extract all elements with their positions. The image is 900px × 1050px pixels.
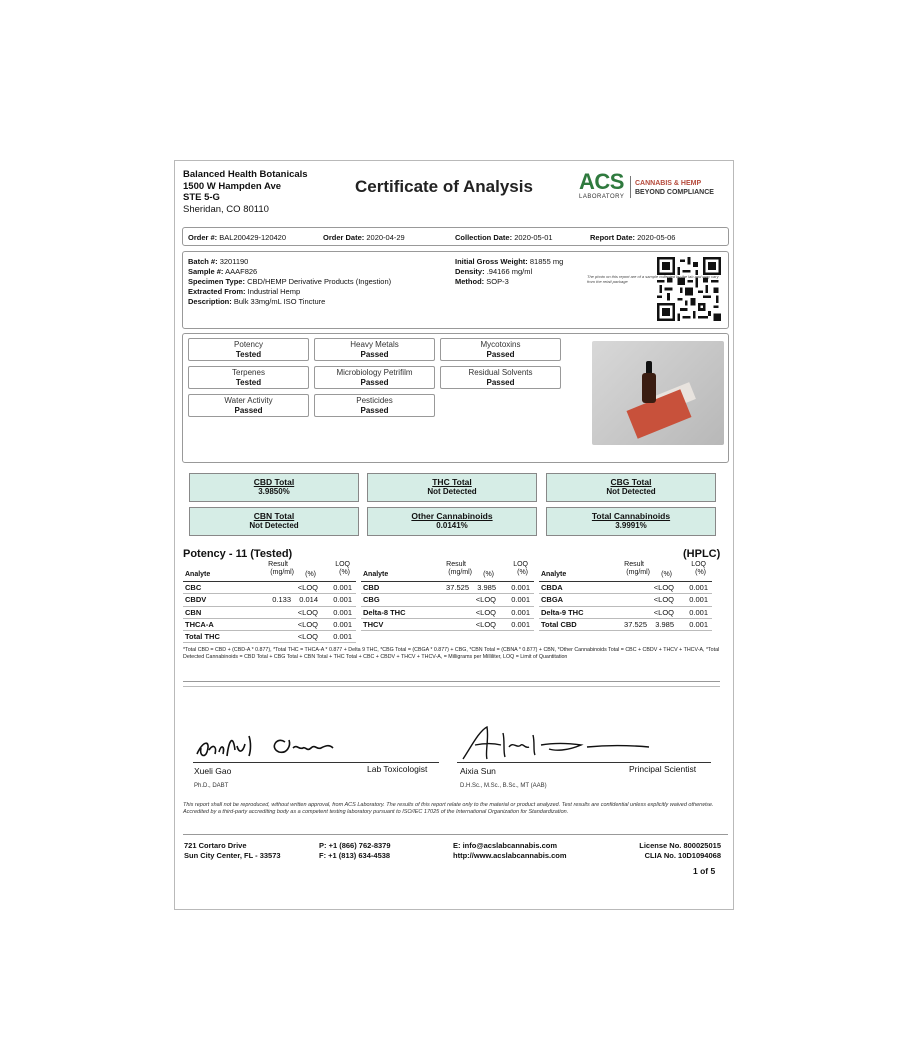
table-row <box>183 607 356 619</box>
analyte-name: Delta-9 THC <box>541 607 584 617</box>
photo-note: The photo on this report are of a sample collected by the lab and may vary from the retail package <box>587 274 719 284</box>
logo-tagline-1: CANNABIS & HEMP <box>635 180 702 187</box>
percent-value: <LOQ <box>475 607 496 617</box>
specimen-type: CBD/HEMP Derivative Products (Ingestion) <box>247 277 392 286</box>
percent-value: <LOQ <box>653 607 674 617</box>
extracted-from: Industrial Hemp <box>247 287 301 296</box>
header-analyte: Analyte <box>363 571 389 578</box>
test-potency: Potency Tested <box>188 338 309 361</box>
logo-divider <box>630 176 631 198</box>
signature-line <box>457 762 711 763</box>
table-row <box>183 631 356 643</box>
percent-value: 0.014 <box>299 595 318 605</box>
percent-value: <LOQ <box>653 583 674 592</box>
percent-value: 3.985 <box>477 583 496 592</box>
product-box <box>626 389 691 439</box>
loq-value: 0.001 <box>333 595 352 605</box>
loq-value: 0.001 <box>511 619 530 629</box>
divider <box>183 681 720 682</box>
signer-1-role: Lab Toxicologist <box>367 764 428 774</box>
header-result-unit: (mg/ml) <box>626 569 650 576</box>
analyte-name: CBGA <box>541 595 564 605</box>
client-address <box>183 169 308 215</box>
percent-value: <LOQ <box>653 595 674 605</box>
header-analyte: Analyte <box>541 571 567 578</box>
page-number: 1 of 5 <box>693 866 716 876</box>
potency-table <box>361 560 534 631</box>
total-cannabinoids-box: Total Cannabinoids 3.9991% <box>546 507 716 536</box>
collection-date: Collection Date: 2020-05-01 <box>455 233 553 242</box>
header-analyte: Analyte <box>185 571 211 578</box>
website-link[interactable]: http://www.acslabcannabis.com <box>453 851 567 860</box>
potency-table <box>539 560 712 631</box>
table-row <box>539 607 712 619</box>
sample-info <box>182 251 729 329</box>
density: .94166 mg/ml <box>486 267 533 276</box>
header-loq: LOQ <box>691 561 706 568</box>
table-row <box>361 619 534 631</box>
test-microbiology: Microbiology Petrifilm Passed <box>314 366 435 389</box>
client-city: Sheridan, CO 80110 <box>183 203 269 215</box>
loq-value: 0.001 <box>511 583 530 592</box>
percent-value: 3.985 <box>655 619 674 629</box>
disclaimer: This report shall not be reproduced, without written approval, from ACS Laboratory. The results of this report relate only to the material or product analyzed. Test results are confidential unless explicitly waived otherwise. Accredited by a third-party accrediting body as a competent testing laboratory pursuant to ISO/IEC 17025 of the International Organization for Standardization. <box>183 802 714 815</box>
lab-phone: P: +1 (866) 762-8379 F: +1 (813) 634-4538 <box>319 841 391 860</box>
analyte-name: Total CBD <box>541 619 577 629</box>
signer-1-credentials: Ph.D., DABT <box>194 783 229 789</box>
tests-panel <box>182 333 729 463</box>
table-row <box>539 582 712 594</box>
order-number: Order #: BAL200429-120420 <box>188 233 287 242</box>
header-result-unit: (mg/ml) <box>448 569 472 576</box>
client-street: 1500 W Hampden Ave <box>183 180 282 192</box>
analyte-name: CBC <box>185 583 202 592</box>
test-terpenes: Terpenes Tested <box>188 366 309 389</box>
result-value: 37.525 <box>446 583 469 592</box>
loq-value: 0.001 <box>333 583 352 592</box>
signature-line <box>193 762 439 763</box>
table-row <box>539 619 712 631</box>
loq-value: 0.001 <box>511 595 530 605</box>
analyte-name: THCA-A <box>185 619 214 629</box>
table-row <box>183 594 356 606</box>
percent-value: <LOQ <box>475 595 496 605</box>
test-heavy-metals: Heavy Metals Passed <box>314 338 435 361</box>
product-photo <box>592 341 724 445</box>
signer-2-credentials: D.H.Sc., M.Sc., B.Sc., MT (AAB) <box>460 783 547 789</box>
other-cannabinoids-box: Other Cannabinoids 0.0141% <box>367 507 537 536</box>
analyte-name: CBDA <box>541 583 563 592</box>
thc-total-box: THC Total Not Detected <box>367 473 537 502</box>
lab-contact[interactable] <box>453 841 567 861</box>
logo-tagline-2: BEYOND COMPLIANCE <box>635 189 714 196</box>
analyte-name: CBG <box>363 595 380 605</box>
loq-value: 0.001 <box>333 619 352 629</box>
test-water-activity: Water Activity Passed <box>188 394 309 417</box>
description: Bulk 33mg/mL ISO Tincture <box>233 297 326 306</box>
page-title: Certificate of Analysis <box>355 177 533 196</box>
header-result: Result <box>624 561 644 568</box>
table-row <box>183 619 356 631</box>
table-header <box>183 560 356 582</box>
result-value: 37.525 <box>624 619 647 629</box>
header-result: Result <box>446 561 466 568</box>
lab-license: License No. 800025015 CLIA No. 10D1094068 <box>639 841 721 860</box>
sample-number: AAAF826 <box>225 267 258 276</box>
header-percent: (%) <box>661 571 672 578</box>
analyte-name: CBN <box>185 607 202 617</box>
gross-weight: 81855 mg <box>529 257 564 266</box>
header-result-unit: (mg/ml) <box>270 569 294 576</box>
signer-2-role: Principal Scientist <box>629 764 697 774</box>
table-row <box>361 607 534 619</box>
loq-value: 0.001 <box>333 607 352 617</box>
header-percent: (%) <box>483 571 494 578</box>
header-loq-unit: (%) <box>339 569 350 576</box>
loq-value: 0.001 <box>511 607 530 617</box>
sample-details: Batch #: 3201190 Sample #: AAAF826 Specimen Type: CBD/HEMP Derivative Products (Ingestion) Extracted From: Industrial Hemp Description: Bulk 33mg/mL ISO Tincture <box>188 257 392 306</box>
logo-acs-text: ACS <box>579 169 624 194</box>
signer-2-name: Aixia Sun <box>460 766 496 776</box>
header-percent: (%) <box>305 571 316 578</box>
percent-value: <LOQ <box>297 632 318 642</box>
logo-laboratory-text: LABORATORY <box>579 194 625 200</box>
analyte-name: THCV <box>363 619 384 629</box>
percent-value: <LOQ <box>475 619 496 629</box>
lab-address: 721 Cortaro Drive Sun City Center, FL - 33573 <box>184 841 281 860</box>
cbg-total-box: CBG Total Not Detected <box>546 473 716 502</box>
table-header <box>361 560 534 582</box>
analyte-name: CBD <box>363 583 380 592</box>
loq-value: 0.001 <box>689 619 708 629</box>
potency-table <box>183 560 356 643</box>
client-suite: STE 5-G <box>183 192 220 203</box>
header-loq-unit: (%) <box>695 569 706 576</box>
percent-value: <LOQ <box>297 583 318 592</box>
analyte-name: Total THC <box>185 632 220 642</box>
header-result: Result <box>268 561 288 568</box>
client-name: Balanced Health Botanicals <box>183 169 308 180</box>
table-row <box>361 594 534 606</box>
potency-title: Potency - 11 (Tested) <box>183 548 293 560</box>
cbn-total-box: CBN Total Not Detected <box>189 507 359 536</box>
divider <box>183 834 728 835</box>
signature-sun <box>457 723 657 763</box>
header-loq: LOQ <box>513 561 528 568</box>
table-header <box>539 560 712 582</box>
qr-code-icon[interactable] <box>657 257 721 321</box>
header-loq: LOQ <box>335 561 350 568</box>
acs-logo <box>579 169 729 202</box>
table-row <box>183 582 356 594</box>
header-loq-unit: (%) <box>517 569 528 576</box>
loq-value: 0.001 <box>689 607 708 617</box>
order-bar <box>182 227 729 246</box>
test-pesticides: Pesticides Passed <box>314 394 435 417</box>
tincture-bottle <box>642 373 656 403</box>
loq-value: 0.001 <box>333 632 352 642</box>
cbd-total-box: CBD Total 3.9850% <box>189 473 359 502</box>
certificate-page <box>174 160 734 910</box>
signature-gao <box>193 726 363 762</box>
test-mycotoxins: Mycotoxins Passed <box>440 338 561 361</box>
analyte-name: CBDV <box>185 595 207 605</box>
loq-value: 0.001 <box>689 583 708 592</box>
batch-number: 3201190 <box>219 257 249 266</box>
test-residual-solvents: Residual Solvents Passed <box>440 366 561 389</box>
percent-value: <LOQ <box>297 619 318 629</box>
email-link[interactable]: E: info@acslabcannabis.com <box>453 841 558 850</box>
sample-measurements: Initial Gross Weight: 81855 mg Density: .94166 mg/ml Method: SOP-3 <box>455 257 564 286</box>
loq-value: 0.001 <box>689 595 708 605</box>
method: SOP-3 <box>486 277 509 286</box>
report-date: Report Date: 2020-05-06 <box>590 233 676 242</box>
order-date: Order Date: 2020-04-29 <box>323 233 405 242</box>
table-row <box>361 582 534 594</box>
divider <box>183 686 720 687</box>
analyte-name: Delta-8 THC <box>363 607 406 617</box>
footnote: *Total CBD = CBD + (CBD-A * 0.877), *Total THC = THCA-A * 0.877 + Delta 9 THC, *CBG Total = (CBGA * 0.877) + CBG, *CBN Total = (CBNA * 0.877) + CBN, *Other Cannabinoids Total = CBC + CBDV + THCV + THCV-A, *Total Detected Cannabinoids = CBD Total + CBG Total + CBN Total + THC Total + CBC + CBDV + THCV + THCV-A, = Milligrams per Milliliter, LOQ = Limit of Quantitation <box>183 647 720 660</box>
table-row <box>539 594 712 606</box>
result-value: 0.133 <box>272 595 291 605</box>
potency-method: (HPLC) <box>683 548 721 560</box>
signer-1-name: Xueli Gao <box>194 766 232 776</box>
percent-value: <LOQ <box>297 607 318 617</box>
